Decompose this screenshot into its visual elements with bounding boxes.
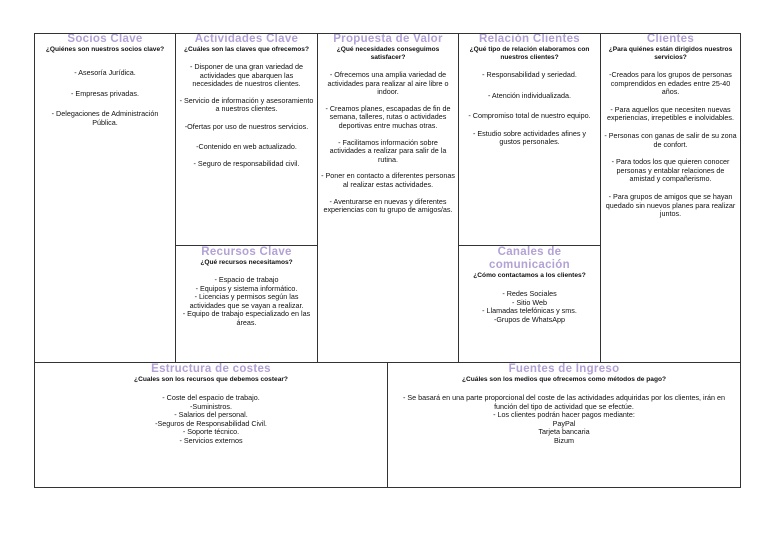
clientes-question: ¿Para quiénes están dirigidos nuestros servicios?	[608, 46, 733, 61]
recursos-clave-title: Recursos Clave	[201, 246, 292, 258]
socios-clave-title: Socios Clave	[67, 34, 143, 45]
ingresos-item: - Los clientes podrán hacer pagos mediante:	[493, 410, 635, 420]
socios-item: - Delegaciones de Administración Pública.	[51, 109, 159, 127]
clientes-item: -Creados para los grupos de personas comprendidos en edades entre 25-40 años.	[609, 70, 732, 97]
canales-title-line1: Canales de	[497, 246, 562, 258]
business-model-canvas	[34, 33, 741, 488]
actividades-item: -Contenido en web actualizado.	[196, 141, 297, 151]
relacion-item: - Responsabilidad y seriedad.	[482, 70, 577, 79]
recursos-clave-question: ¿Qué recursos necesitamos?	[200, 259, 293, 266]
actividades-item: -Ofertas por uso de nuestros servicios.	[184, 121, 309, 131]
propuesta-item: - Poner en contacto a diferentes personas al realizar estas actividades.	[321, 171, 455, 189]
relacion-item: - Atención individualizada.	[487, 90, 572, 100]
socios-clave-block	[35, 34, 176, 362]
recursos-item: - Licencias y permisos según las actividades que se vayan a realizar.	[189, 292, 304, 310]
canales-item: - Redes Sociales	[502, 289, 557, 298]
propuesta-valor-title: Propuesta de Valor	[333, 34, 443, 45]
recursos-item: - Espacio de trabajo	[214, 275, 279, 284]
socios-item: - Asesoría Jurídica.	[74, 68, 136, 77]
canales-item: - Sitio Web	[511, 297, 548, 307]
actividades-clave-block	[176, 34, 318, 245]
propuesta-item: - Ofrecemos una amplia variedad de actividades para realizar al aire libre o indoor.	[327, 70, 449, 97]
estructura-costes-title: Estructura de costes	[151, 363, 271, 375]
actividades-item: - Servicio de información y asesoramiento a nuestros clientes.	[179, 95, 314, 114]
propuesta-item: - Aventurarse en nuevas y diferentes experiencias con tu grupo de amigos/as.	[323, 196, 453, 215]
socios-item: - Empresas privadas.	[71, 88, 139, 98]
fuentes-ingreso-title: Fuentes de Ingreso	[508, 363, 620, 375]
estructura-costes-block	[35, 362, 388, 487]
actividades-item: - Seguro de responsabilidad civil.	[193, 159, 300, 169]
relacion-clientes-question: ¿Qué tipo de relación elaboramos con nuestros clientes?	[469, 46, 590, 61]
clientes-item: - Para grupos de amigos que se hayan quedado sin nuevos planes para realizar juntos.	[605, 191, 736, 219]
ingresos-item: - Se basará en una parte proporcional del coste de las actividades adquiridas por los clientes, irán en función del tipo de actividad que se efectúe.	[402, 393, 726, 411]
clientes-item: - Para aquellos que necesiten nuevas experiencias, irrepetibles e inolvidables.	[606, 104, 735, 123]
ingresos-item: Bizum	[554, 435, 574, 445]
actividades-item: - Disponer de una gran variedad de actividades que abarquen las necesidades de nuestros clientes.	[189, 62, 304, 89]
socios-clave-question: ¿Quiénes son nuestros socios clave?	[45, 46, 165, 53]
relacion-item: - Compromiso total de nuestro equipo.	[468, 111, 591, 121]
costes-item: -Suministros.	[190, 401, 232, 411]
clientes-block	[601, 34, 740, 362]
canales-title-line2: comunicación	[489, 259, 570, 271]
clientes-title: Clientes	[646, 34, 695, 45]
costes-item: - Coste del espacio de trabajo.	[162, 393, 260, 402]
recursos-clave-block	[176, 245, 318, 362]
costes-item: - Soporte técnico.	[182, 427, 240, 437]
costes-item: - Salarios del personal.	[174, 410, 248, 420]
recursos-item: - Equipo de trabajo especializado en las áreas.	[182, 309, 311, 327]
relacion-item: - Estudio sobre actividades afines y gustos personales.	[472, 128, 587, 147]
propuesta-item: - Facilitamos información sobre actividades a realizar para salir de la rutina.	[329, 137, 447, 164]
canales-item: - Llamadas telefónicas y sms.	[482, 306, 577, 316]
fuentes-ingreso-block	[388, 362, 740, 487]
canales-item: -Grupos de WhatsApp	[493, 314, 566, 324]
canales-comunicacion-block	[459, 245, 601, 362]
ingresos-item: PayPal	[552, 418, 576, 428]
recursos-item: - Equipos y sistema informático.	[195, 283, 298, 293]
costes-item: -Seguros de Responsabilidad Civil.	[155, 418, 267, 428]
actividades-clave-question: ¿Cuáles son las claves que ofrecemos?	[184, 46, 309, 53]
relacion-clientes-block	[459, 34, 601, 245]
clientes-item: - Personas con ganas de salir de su zona de confort.	[604, 130, 737, 149]
ingresos-item: Tarjeta bancaria	[538, 427, 590, 437]
actividades-clave-title: Actividades Clave	[194, 34, 299, 45]
propuesta-valor-block	[318, 34, 459, 362]
propuesta-item: - Creamos planes, escapadas de fin de semana, talleres, rutas o actividades deportivas entre muchas otras.	[325, 103, 451, 130]
canales-question: ¿Cómo contactamos a los clientes?	[473, 272, 586, 279]
clientes-item: - Para todos los que quieren conocer personas y entablar relaciones de amistad y compañerismo.	[611, 157, 730, 184]
estructura-costes-question: ¿Cuales son los recursos que debemos costear?	[134, 376, 288, 383]
relacion-clientes-title: Relación Clientes	[479, 34, 580, 45]
fuentes-ingreso-question: ¿Cuáles son los medios que ofrecemos como métodos de pago?	[461, 376, 667, 383]
costes-item: - Servicios externos	[179, 435, 243, 445]
propuesta-valor-question: ¿Qué necesidades conseguimos satisfacer?	[336, 46, 440, 61]
